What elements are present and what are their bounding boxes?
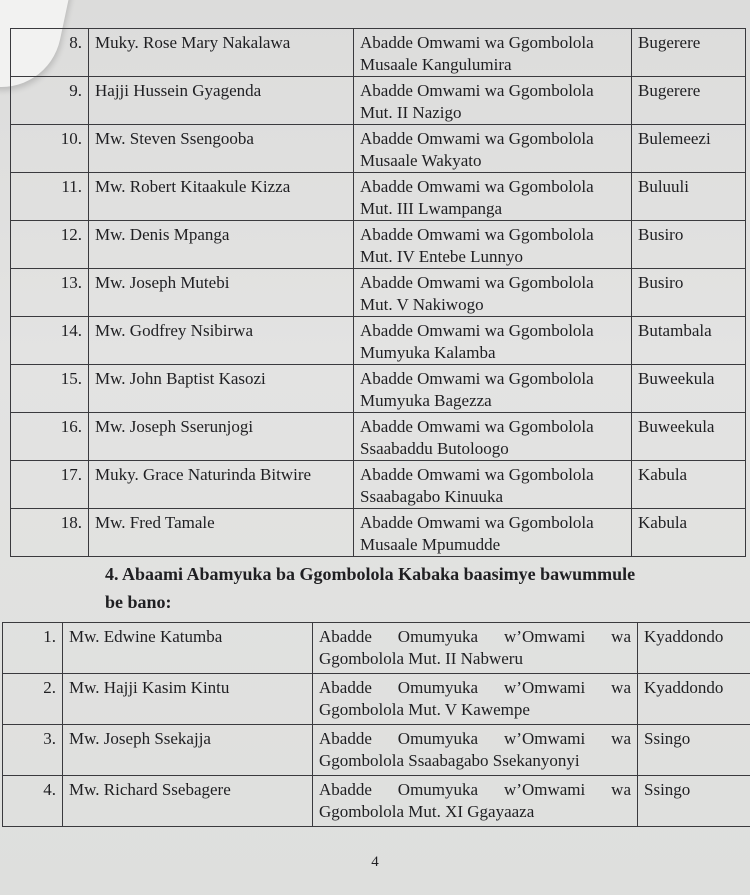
- description-line-1: Abadde Omumyuka w’Omwami wa: [319, 627, 631, 646]
- county-name: Kabula: [632, 509, 746, 557]
- description-line-1: Abadde Omwami wa Ggombolola: [360, 513, 594, 532]
- position-description: [354, 125, 632, 173]
- position-description: [354, 461, 632, 509]
- position-description: [313, 674, 638, 725]
- row-number: 11.: [11, 173, 89, 221]
- table-row: [11, 509, 746, 557]
- county-name: Kabula: [632, 461, 746, 509]
- county-name: Buluuli: [632, 173, 746, 221]
- description-line-2: Ggombolola Ssaabagabo Ssekanyonyi: [319, 751, 580, 770]
- row-number: 1.: [3, 623, 63, 674]
- county-name: Ssingo: [638, 725, 750, 776]
- person-name: Mw. Fred Tamale: [89, 509, 354, 557]
- description-line-2: Ggombolola Mut. XI Ggayaaza: [319, 802, 535, 821]
- table-row: [11, 29, 746, 77]
- person-name: Mw. Edwine Katumba: [63, 623, 313, 674]
- person-name: Mw. Joseph Mutebi: [89, 269, 354, 317]
- retired-deputy-chiefs-table: [2, 622, 750, 827]
- section-4-heading: [105, 560, 705, 616]
- description-line-1: Abadde Omwami wa Ggombolola: [360, 417, 594, 436]
- table-row: [11, 413, 746, 461]
- description-line-1: Abadde Omumyuka w’Omwami wa: [319, 678, 631, 697]
- county-name: Butambala: [632, 317, 746, 365]
- table-row: [11, 221, 746, 269]
- description-line-1: Abadde Omumyuka w’Omwami wa: [319, 729, 631, 748]
- description-line-1: Abadde Omwami wa Ggombolola: [360, 465, 594, 484]
- county-name: Ssingo: [638, 776, 750, 827]
- table-row: [11, 317, 746, 365]
- row-number: 17.: [11, 461, 89, 509]
- description-line-1: Abadde Omwami wa Ggombolola: [360, 369, 594, 388]
- table-row: [11, 461, 746, 509]
- person-name: Mw. Godfrey Nsibirwa: [89, 317, 354, 365]
- table-row: [11, 365, 746, 413]
- county-name: Buweekula: [632, 365, 746, 413]
- section-4-heading-line1: 4. Abaami Abamyuka ba Ggombolola Kabaka baasimye bawummule: [105, 564, 636, 584]
- description-line-1: Abadde Omumyuka w’Omwami wa: [319, 780, 631, 799]
- row-number: 8.: [11, 29, 89, 77]
- position-description: [313, 725, 638, 776]
- person-name: Mw. Steven Ssengooba: [89, 125, 354, 173]
- county-name: Kyaddondo: [638, 623, 750, 674]
- description-line-1: Abadde Omwami wa Ggombolola: [360, 225, 594, 244]
- description-line-1: Abadde Omwami wa Ggombolola: [360, 33, 594, 52]
- person-name: Muky. Rose Mary Nakalawa: [89, 29, 354, 77]
- description-line-1: Abadde Omwami wa Ggombolola: [360, 273, 594, 292]
- page-number: 4: [371, 854, 379, 870]
- description-line-1: Abadde Omwami wa Ggombolola: [360, 177, 594, 196]
- county-name: Buweekula: [632, 413, 746, 461]
- position-description: [354, 269, 632, 317]
- county-name: Bulemeezi: [632, 125, 746, 173]
- description-line-2: Mut. V Nakiwogo: [360, 295, 484, 314]
- position-description: [354, 509, 632, 557]
- position-description: [354, 29, 632, 77]
- table-row: [11, 77, 746, 125]
- position-description: [354, 221, 632, 269]
- person-name: Mw. Hajji Kasim Kintu: [63, 674, 313, 725]
- description-line-1: Abadde Omwami wa Ggombolola: [360, 321, 594, 340]
- person-name: Hajji Hussein Gyagenda: [89, 77, 354, 125]
- person-name: Mw. John Baptist Kasozi: [89, 365, 354, 413]
- position-description: [354, 77, 632, 125]
- position-description: [313, 623, 638, 674]
- description-line-2: Musaale Mpumudde: [360, 535, 501, 554]
- description-line-1: Abadde Omwami wa Ggombolola: [360, 81, 594, 100]
- table-row: [3, 623, 750, 674]
- row-number: 18.: [11, 509, 89, 557]
- county-name: Busiro: [632, 269, 746, 317]
- description-line-2: Ssaabaddu Butoloogo: [360, 439, 509, 458]
- row-number: 14.: [11, 317, 89, 365]
- table-row: [11, 269, 746, 317]
- section-4-heading-line2: be bano:: [105, 592, 172, 612]
- row-number: 15.: [11, 365, 89, 413]
- description-line-2: Ggombolola Mut. II Nabweru: [319, 649, 523, 668]
- description-line-2: Mut. IV Entebe Lunnyo: [360, 247, 524, 266]
- county-name: Bugerere: [632, 77, 746, 125]
- position-description: [354, 365, 632, 413]
- position-description: [354, 413, 632, 461]
- description-line-2: Ggombolola Mut. V Kawempe: [319, 700, 530, 719]
- row-number: 12.: [11, 221, 89, 269]
- table-row: [3, 776, 750, 827]
- row-number: 10.: [11, 125, 89, 173]
- position-description: [354, 173, 632, 221]
- description-line-2: Ssaabagabo Kinuuka: [360, 487, 504, 506]
- description-line-2: Mut. II Nazigo: [360, 103, 462, 122]
- person-name: Mw. Richard Ssebagere: [63, 776, 313, 827]
- person-name: Mw. Denis Mpanga: [89, 221, 354, 269]
- table-row: [11, 125, 746, 173]
- county-name: Busiro: [632, 221, 746, 269]
- description-line-2: Musaale Kangulumira: [360, 55, 512, 74]
- row-number: 2.: [3, 674, 63, 725]
- person-name: Mw. Joseph Ssekajja: [63, 725, 313, 776]
- position-description: [313, 776, 638, 827]
- description-line-2: Mut. III Lwampanga: [360, 199, 503, 218]
- retired-chiefs-table: [10, 28, 746, 557]
- position-description: [354, 317, 632, 365]
- person-name: Mw. Joseph Sserunjogi: [89, 413, 354, 461]
- description-line-2: Musaale Wakyato: [360, 151, 482, 170]
- person-name: Muky. Grace Naturinda Bitwire: [89, 461, 354, 509]
- county-name: Bugerere: [632, 29, 746, 77]
- row-number: 16.: [11, 413, 89, 461]
- person-name: Mw. Robert Kitaakule Kizza: [89, 173, 354, 221]
- row-number: 9.: [11, 77, 89, 125]
- row-number: 4.: [3, 776, 63, 827]
- description-line-1: Abadde Omwami wa Ggombolola: [360, 129, 594, 148]
- row-number: 13.: [11, 269, 89, 317]
- description-line-2: Mumyuka Bagezza: [360, 391, 492, 410]
- county-name: Kyaddondo: [638, 674, 750, 725]
- table-row: [3, 674, 750, 725]
- description-line-2: Mumyuka Kalamba: [360, 343, 496, 362]
- row-number: 3.: [3, 725, 63, 776]
- table-row: [3, 725, 750, 776]
- table-row: [11, 173, 746, 221]
